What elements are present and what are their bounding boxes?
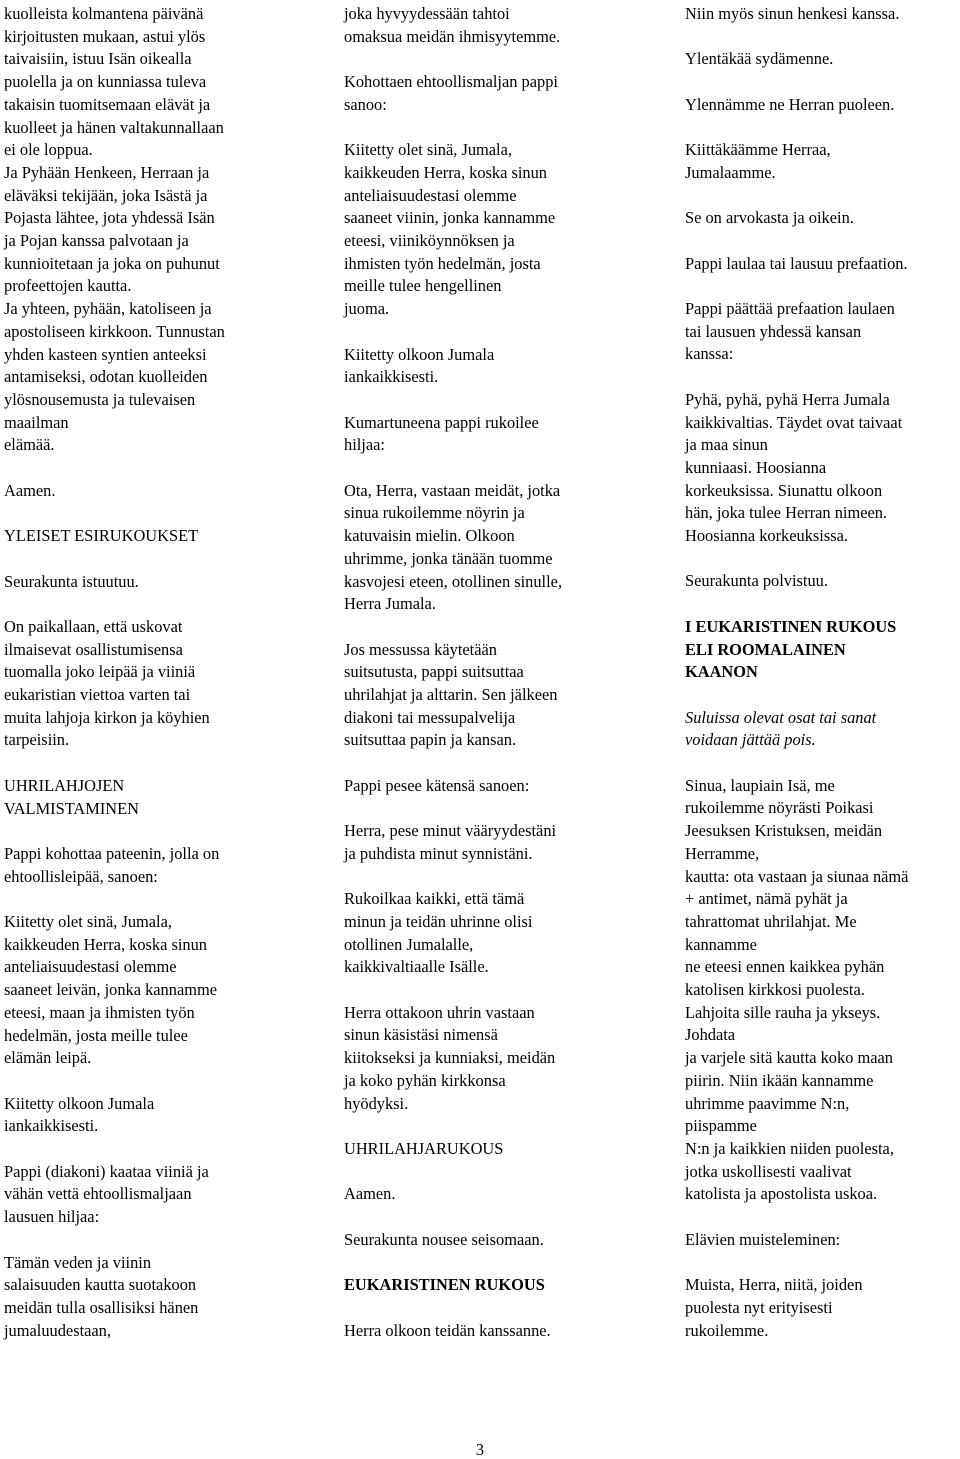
text-line: maailman xyxy=(4,412,69,432)
paragraph xyxy=(4,480,324,503)
paragraph xyxy=(4,3,324,457)
text-line: eteesi, maan ja ihmisten työn xyxy=(4,1002,195,1022)
text-line: Kumartuneena pappi rukoilee xyxy=(344,412,539,432)
text-line: UHRILAHJARUKOUS xyxy=(344,1138,504,1158)
text-line: tai lausuen yhdessä kansan xyxy=(685,321,862,341)
text-line: antamiseksi, odotan kuolleiden xyxy=(4,367,208,387)
text-line: kiitokseksi ja kunniaksi, meidän xyxy=(344,1048,556,1068)
text-line: ja maa sinun xyxy=(685,435,768,455)
text-line: katolisen kirkkosi puolesta. xyxy=(685,980,865,1000)
text-line: kaikkeuden Herra, koska sinun xyxy=(344,162,548,182)
text-line: Ota, Herra, vastaan meidät, jotka xyxy=(344,480,561,500)
text-line: anteliaisuudestasi olemme xyxy=(344,185,517,205)
paragraph xyxy=(685,707,957,752)
paragraph xyxy=(685,139,957,184)
text-line: kautta: ota vastaan ja siunaa nämä xyxy=(685,866,909,886)
text-line: yhden kasteen syntien anteeksi xyxy=(4,344,207,364)
text-line: Herramme, xyxy=(685,843,760,863)
text-line: uhrimme, jonka tänään tuomme xyxy=(344,548,553,568)
paragraph xyxy=(4,1161,324,1229)
text-line: Ja Pyhään Henkeen, Herraan ja xyxy=(4,162,210,182)
text-line: ja puhdista minut synnistäni. xyxy=(344,843,533,863)
text-line: ELI ROOMALAINEN xyxy=(685,639,846,659)
text-line: Pojasta lähtee, jota yhdessä Isän xyxy=(4,208,215,228)
text-line: rukoilemme. xyxy=(685,1320,769,1340)
text-line: kaikkeuden Herra, koska sinun xyxy=(4,934,208,954)
text-line: Ylentäkää sydämenne. xyxy=(685,49,834,69)
text-line: sinun käsistäsi nimensä xyxy=(344,1025,498,1045)
text-line: Aamen. xyxy=(344,1184,396,1204)
text-line: Suluissa olevat osat tai sanat xyxy=(685,707,877,727)
text-line: kanssa: xyxy=(685,344,734,364)
text-line: takaisin tuomitsemaan elävät ja xyxy=(4,94,211,114)
paragraph xyxy=(685,298,957,366)
text-line: profeettojen kautta. xyxy=(4,276,132,296)
text-line: Elävien muisteleminen: xyxy=(685,1229,841,1249)
text-line: meidän tulla osallisiksi hänen xyxy=(4,1297,199,1317)
paragraph xyxy=(344,1138,664,1161)
text-line: I EUKARISTINEN RUKOUS xyxy=(685,616,897,636)
text-line: Pappi pesee kätensä sanoen: xyxy=(344,775,530,795)
text-column-right xyxy=(685,3,957,1365)
text-line: Kiitetty olkoon Jumala xyxy=(344,344,495,364)
paragraph xyxy=(344,71,664,116)
text-line: saaneet leivän, jonka kannamme xyxy=(4,980,217,1000)
text-line: Pappi (diakoni) kaataa viiniä ja xyxy=(4,1161,209,1181)
text-line: Rukoilkaa kaikki, että tämä xyxy=(344,889,525,909)
text-line: katolista ja apostolista uskoa. xyxy=(685,1184,878,1204)
text-line: anteliaisuudestasi olemme xyxy=(4,957,177,977)
paragraph xyxy=(4,775,324,820)
text-line: lausuen hiljaa: xyxy=(4,1207,100,1227)
text-line: juoma. xyxy=(344,299,390,319)
paragraph xyxy=(344,1002,664,1116)
paragraph xyxy=(344,1320,664,1343)
text-line: EUKARISTINEN RUKOUS xyxy=(344,1275,545,1295)
text-line: jumaluudestaan, xyxy=(4,1320,111,1340)
text-line: iankaikkisesti. xyxy=(4,1116,99,1136)
text-line: Se on arvokasta ja oikein. xyxy=(685,208,854,228)
text-line: puolesta nyt erityisesti xyxy=(685,1297,833,1317)
text-line: N:n ja kaikkien niiden puolesta, xyxy=(685,1138,894,1158)
paragraph xyxy=(4,616,324,752)
text-line: Ja yhteen, pyhään, katoliseen ja xyxy=(4,299,212,319)
text-line: hedelmän, josta meille tulee xyxy=(4,1025,188,1045)
text-line: uhrilahjat ja alttarin. Sen jälkeen xyxy=(344,685,558,704)
text-line: kirjoitusten mukaan, astui ylös xyxy=(4,26,206,46)
paragraph xyxy=(344,775,664,798)
text-line: ihmisten työn hedelmän, josta xyxy=(344,253,541,273)
text-line: Kiittäkäämme Herraa, xyxy=(685,140,831,160)
text-line: UHRILAHJOJEN xyxy=(4,775,125,795)
text-line: iankaikkisesti. xyxy=(344,367,439,387)
paragraph xyxy=(4,1252,324,1343)
text-line: hän, joka tulee Herran nimeen. xyxy=(685,503,888,523)
text-line: tarpeisiin. xyxy=(4,730,70,750)
text-line: Jos messussa käytetään xyxy=(344,639,497,659)
text-line: Sinua, laupiain Isä, me xyxy=(685,775,835,795)
text-line: VALMISTAMINEN xyxy=(4,798,139,818)
text-line: kunnioitetaan ja joka on puhunut xyxy=(4,253,220,273)
paragraph xyxy=(685,775,957,1206)
text-line: Herra Jumala. xyxy=(344,594,436,614)
text-line: Herra, pese minut vääryydestäni xyxy=(344,821,557,841)
text-line: joka hyvyydessään tahtoi xyxy=(344,4,510,23)
paragraph xyxy=(685,389,957,548)
text-line: kaikkivaltias. Täydet ovat taivaat xyxy=(685,412,903,432)
text-line: ehtoollisleipää, sanoen: xyxy=(4,866,158,886)
text-line: tuomalla joko leipää ja viiniä xyxy=(4,662,196,682)
paragraph xyxy=(685,48,957,71)
paragraph xyxy=(344,1274,664,1297)
text-line: elämän leipä. xyxy=(4,1048,92,1068)
text-line: tahrattomat uhrilahjat. Me xyxy=(685,911,857,931)
text-line: Kiitetty olet sinä, Jumala, xyxy=(344,140,512,160)
text-line: Kiitetty olet sinä, Jumala, xyxy=(4,912,172,932)
text-line: elämää. xyxy=(4,435,55,455)
text-line: suitsutusta, pappi suitsuttaa xyxy=(344,662,524,682)
text-line: eukaristian viettoa varten tai xyxy=(4,685,191,705)
text-line: taivaisiin, istuu Isän oikealla xyxy=(4,49,192,69)
text-line: ne eteesi ennen kaikkea pyhän xyxy=(685,957,885,977)
text-line: otollinen Jumalalle, xyxy=(344,934,474,954)
text-line: muita lahjoja kirkon ja köyhien xyxy=(4,707,210,727)
text-line: Tämän veden ja viinin xyxy=(4,1252,152,1272)
paragraph xyxy=(685,253,957,276)
text-line: rukoilemme nöyrästi Poikasi xyxy=(685,798,874,818)
text-line: Seurakunta polvistuu. xyxy=(685,571,828,591)
text-line: Niin myös sinun henkesi kanssa. xyxy=(685,4,900,23)
text-line: Pyhä, pyhä, pyhä Herra Jumala xyxy=(685,389,890,409)
text-line: apostoliseen kirkkoon. Tunnustan xyxy=(4,321,225,341)
text-line: voidaan jättää pois. xyxy=(685,730,816,750)
text-line: ja koko pyhän kirkkonsa xyxy=(344,1070,506,1090)
text-line: KAANON xyxy=(685,662,758,682)
text-line: piispamme xyxy=(685,1116,757,1136)
text-line: uhrimme paavimme N:n, xyxy=(685,1093,850,1113)
text-line: Pappi kohottaa pateenin, jolla on xyxy=(4,843,220,863)
text-line: Jeesuksen Kristuksen, meidän xyxy=(685,821,883,841)
text-line: On paikallaan, että uskovat xyxy=(4,616,183,636)
text-line: YLEISET ESIRUKOUKSET xyxy=(4,526,199,546)
page-number: 3 xyxy=(475,1440,485,1459)
text-line: ja Pojan kanssa palvotaan ja xyxy=(4,231,189,251)
text-line: saaneet viinin, jonka kannamme xyxy=(344,208,556,228)
text-line: omaksua meidän ihmisyytemme. xyxy=(344,26,561,46)
paragraph xyxy=(685,570,957,593)
text-line: ilmaisevat osallistumisensa xyxy=(4,639,183,659)
text-line: kaikkivaltiaalle Isälle. xyxy=(344,957,489,977)
paragraph xyxy=(685,207,957,230)
text-line: Kohottaen ehtoollismaljan pappi xyxy=(344,72,558,92)
text-line: hiljaa: xyxy=(344,435,385,455)
paragraph xyxy=(4,843,324,888)
paragraph xyxy=(685,3,957,26)
text-line: katuvaisin mielin. Olkoon xyxy=(344,526,515,546)
text-line: ja varjele sitä kautta koko maan xyxy=(685,1048,893,1068)
text-line: kuolleet ja hänen valtakunnallaan xyxy=(4,117,224,137)
paragraph xyxy=(4,911,324,1070)
paragraph xyxy=(344,139,664,321)
paragraph xyxy=(685,616,957,684)
paragraph xyxy=(344,1183,664,1206)
paragraph xyxy=(344,639,664,753)
text-line: diakoni tai messupalvelija xyxy=(344,707,516,727)
text-line: hyödyksi. xyxy=(344,1093,409,1113)
text-line: Ylennämme ne Herran puoleen. xyxy=(685,94,895,114)
paragraph xyxy=(344,3,664,48)
text-line: meille tulee hengellinen xyxy=(344,276,502,296)
text-line: eläväksi tekijään, joka Isästä ja xyxy=(4,185,208,205)
paragraph xyxy=(4,525,324,548)
text-line: ylösnousemusta ja tulevaisen xyxy=(4,389,196,409)
paragraph xyxy=(4,1093,324,1138)
text-line: Muista, Herra, niitä, joiden xyxy=(685,1275,863,1295)
text-column-left xyxy=(4,3,324,1365)
paragraph xyxy=(685,94,957,117)
paragraph xyxy=(685,1274,957,1342)
text-line: ei ole loppua. xyxy=(4,140,93,160)
text-line: vähän vettä ehtoollismaljaan xyxy=(4,1184,192,1204)
text-line: korkeuksissa. Siunattu olkoon xyxy=(685,480,883,500)
text-line: Seurakunta istuutuu. xyxy=(4,571,139,591)
text-line: Hoosianna korkeuksissa. xyxy=(685,526,848,546)
text-line: kuolleista kolmantena päivänä xyxy=(4,4,204,23)
text-line: jotka uskollisesti vaalivat xyxy=(685,1161,852,1181)
text-line: kasvojesi eteen, otollinen sinulle, xyxy=(344,571,563,591)
paragraph xyxy=(344,412,664,457)
text-line: Kiitetty olkoon Jumala xyxy=(4,1093,155,1113)
text-line: Pappi päättää prefaation laulaen xyxy=(685,299,895,319)
text-line: suitsuttaa papin ja kansan. xyxy=(344,730,517,750)
paragraph xyxy=(344,888,664,979)
text-line: sanoo: xyxy=(344,94,387,114)
text-line: Johdata xyxy=(685,1025,736,1045)
text-line: eteesi, viiniköynnöksen ja xyxy=(344,231,515,250)
text-line: salaisuuden kautta suotakoon xyxy=(4,1275,197,1295)
paragraph xyxy=(344,820,664,865)
text-line: sinua rukoilemme nöyrin ja xyxy=(344,503,525,523)
paragraph xyxy=(4,571,324,594)
text-line: puolella ja on kunniassa tuleva xyxy=(4,72,207,92)
paragraph xyxy=(344,344,664,389)
text-line: Lahjoita sille rauha ja ykseys. xyxy=(685,1002,881,1022)
text-line: Jumalaamme. xyxy=(685,162,776,182)
text-line: Herra ottakoon uhrin vastaan xyxy=(344,1002,535,1022)
paragraph xyxy=(344,480,664,616)
text-line: minun ja teidän uhrinne olisi xyxy=(344,911,533,931)
text-column-middle xyxy=(344,3,664,1365)
text-line: Herra olkoon teidän kanssanne. xyxy=(344,1320,551,1340)
text-line: Seurakunta nousee seisomaan. xyxy=(344,1229,544,1249)
text-line: Aamen. xyxy=(4,480,56,500)
paragraph xyxy=(685,1229,957,1252)
text-line: kannamme xyxy=(685,934,757,954)
text-line: piirin. Niin ikään kannamme xyxy=(685,1070,874,1090)
text-line: + antimet, nämä pyhät ja xyxy=(685,889,848,909)
text-line: kunniaasi. Hoosianna xyxy=(685,457,827,477)
text-line: Pappi laulaa tai lausuu prefaation. xyxy=(685,253,908,273)
paragraph xyxy=(344,1229,664,1252)
